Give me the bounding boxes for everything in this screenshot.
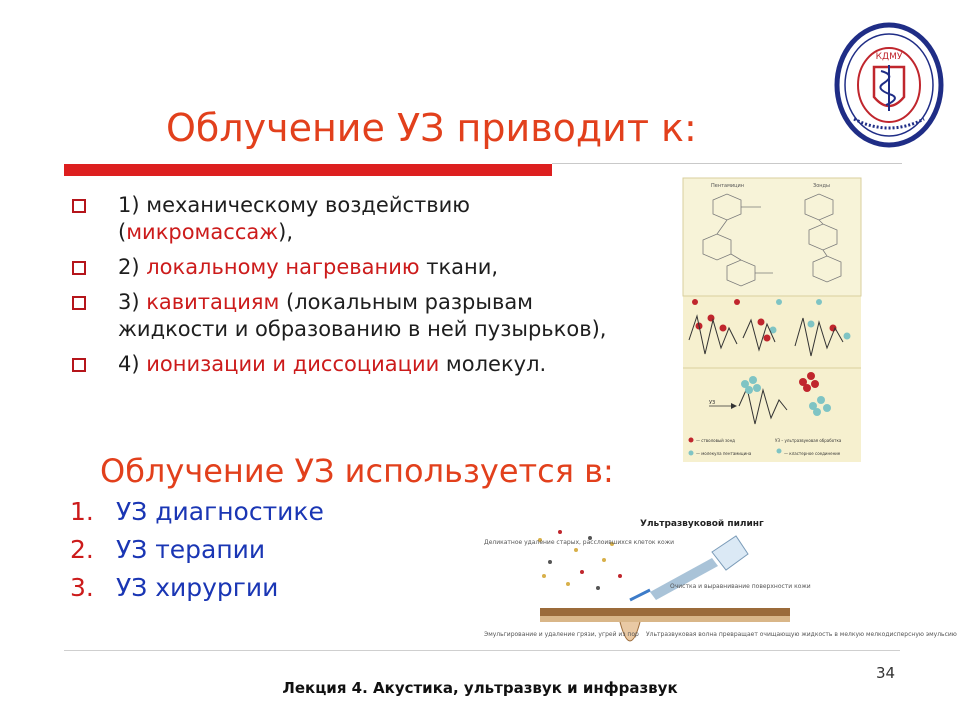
use-item: [70, 569, 324, 607]
peeling-label: Очистка и выравнивание поверхности кожи: [670, 583, 811, 590]
use-number: 3.: [70, 573, 94, 602]
uses-subtitle: Облучение УЗ используется в:: [100, 452, 614, 490]
legend-item: УЗ – ультразвуковая обработка: [775, 438, 842, 443]
peeling-label: Эмульгирование и удаление грязи, угрей из пор: [484, 631, 639, 638]
slide-title: Облучение УЗ приводит к:: [166, 106, 697, 150]
effect-item: [72, 351, 632, 378]
use-text: УЗ хирургии: [116, 573, 279, 602]
label-ultrasound: УЗ: [709, 400, 716, 406]
use-item: [70, 531, 324, 569]
effect-suffix: (локальным разрывам жидкости и образованию в ней пузырьков),: [118, 290, 607, 341]
effect-prefix: (: [118, 220, 127, 244]
use-text: УЗ диагностике: [116, 497, 324, 526]
title-underline-red: [64, 164, 552, 176]
university-logo: [834, 19, 944, 149]
effect-prefix: 3): [118, 290, 147, 314]
effect-prefix: 1) механическому воздействию: [118, 193, 470, 217]
footer-divider: [64, 650, 900, 651]
peeling-title: Ультразвуковой пилинг: [640, 519, 764, 529]
effect-highlight: микромассаж: [126, 220, 279, 244]
label-probes: Зонды: [813, 183, 830, 189]
effect-highlight: кавитациям: [146, 290, 280, 314]
use-text: УЗ терапии: [116, 535, 266, 564]
sonication-figure: [683, 178, 861, 462]
use-item: [70, 493, 324, 531]
effect-suffix: ткани,: [419, 255, 499, 279]
title-underline-thin: [552, 163, 902, 164]
legend-item: — молекула пентамицина: [696, 451, 752, 456]
bullet-square-icon: [72, 358, 86, 372]
logo-text: КДМУ: [875, 52, 903, 62]
legend-item: — стволовый зонд: [696, 438, 735, 443]
legend-item: — кластерное соединение: [784, 451, 841, 456]
effect-item: [72, 289, 632, 343]
effect-suffix: ),: [278, 220, 294, 244]
effect-suffix: молекул.: [439, 352, 547, 376]
skin-layer: [540, 608, 790, 616]
uses-list: [70, 493, 324, 607]
effect-prefix: 2): [118, 255, 147, 279]
label-pentamycin: Пентамицин: [711, 183, 745, 189]
page-number: 34: [876, 664, 896, 682]
bullet-square-icon: [72, 296, 86, 310]
effect-highlight: ионизации и диссоциации: [146, 352, 440, 376]
use-number: 1.: [70, 497, 94, 526]
lecture-footer: Лекция 4. Акустика, ультразвук и инфразвук: [282, 679, 678, 697]
effect-item: [72, 254, 632, 281]
effect-prefix: 4): [118, 352, 147, 376]
effect-highlight: локальному нагреванию: [146, 255, 420, 279]
effect-item: [72, 192, 632, 246]
bullet-square-icon: [72, 199, 86, 213]
peeling-label: Деликатное удаление старых, расслоившихся клеток кожи: [484, 539, 675, 546]
use-number: 2.: [70, 535, 94, 564]
peeling-label: Ультразвуковая волна превращает очищающую жидкость в мелкую мелкодисперсную эмульсию: [646, 631, 957, 638]
effects-list: [72, 192, 632, 386]
bullet-square-icon: [72, 261, 86, 275]
